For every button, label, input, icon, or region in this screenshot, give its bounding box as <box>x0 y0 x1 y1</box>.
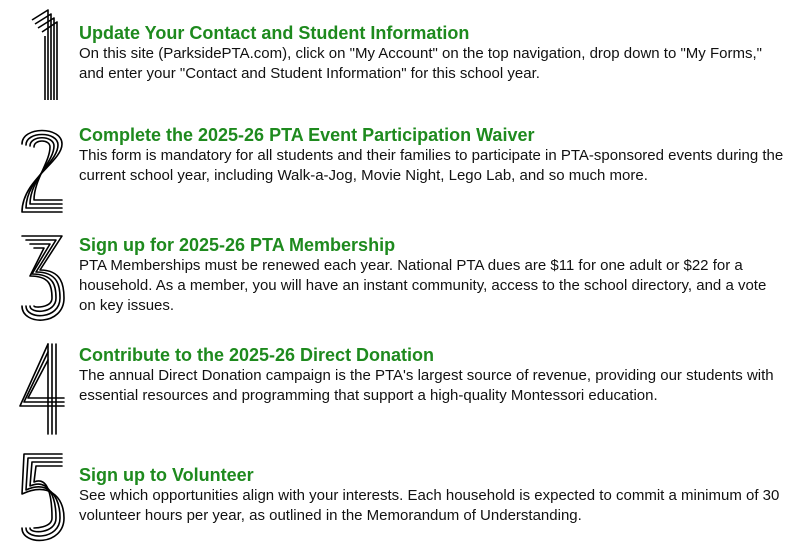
striped-numeral-5-icon <box>18 450 66 546</box>
step-1-text <box>79 22 784 84</box>
step-4-body: The annual Direct Donation campaign is the PTA's largest source of revenue, providing our students with essential resources and programming that support a high-quality Montessori education. <box>79 367 774 404</box>
step-5-title: Sign up to Volunteer <box>79 465 254 485</box>
striped-numeral-3-icon <box>18 230 66 326</box>
step-2-title: Complete the 2025-26 PTA Event Participation Waiver <box>79 125 535 145</box>
step-4-text <box>79 344 784 406</box>
striped-numeral-1-icon <box>18 6 66 102</box>
step-5-text <box>79 464 784 526</box>
step-4-title: Contribute to the 2025-26 Direct Donation <box>79 345 435 365</box>
striped-numeral-2-icon <box>18 120 66 216</box>
step-2-body: This form is mandatory for all students and their families to participate in PTA-sponsored events during the current school year, including Walk-a-Jog, Movie Night, Lego Lab, and so much more. <box>79 147 784 184</box>
step-1-title: Update Your Contact and Student Information <box>79 23 470 43</box>
step-3-body: PTA Memberships must be renewed each year. National PTA dues are $11 for one adult or $22 for a household. As a member, you will have an instant community, access to the school directory, and a vote on key issues. <box>79 257 767 314</box>
step-1-body: On this site (ParksidePTA.com), click on "My Account" on the top navigation, drop down to "My Forms," and enter your "Contact and Student Information" for this school year. <box>79 45 762 82</box>
striped-numeral-4-icon <box>18 340 66 436</box>
step-2-text <box>79 124 784 186</box>
step-3-text <box>79 234 784 316</box>
step-3-title: Sign up for 2025-26 PTA Membership <box>79 235 396 255</box>
step-5-body: See which opportunities align with your interests. Each household is expected to commit a minimum of 30 volunteer hours per year, as outlined in the Memorandum of Understanding. <box>79 487 780 524</box>
